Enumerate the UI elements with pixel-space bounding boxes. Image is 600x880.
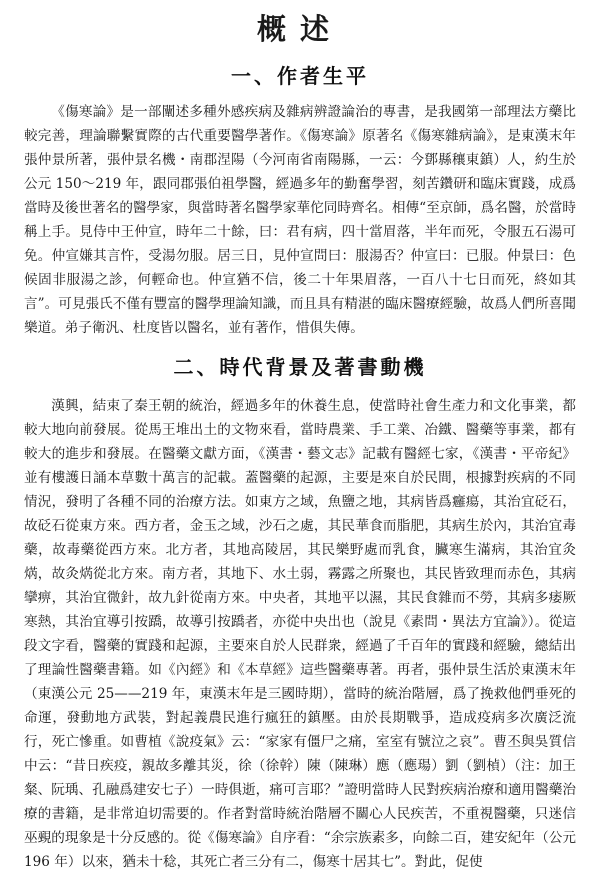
paragraph-author-biography: 《傷寒論》是一部闡述多種外感疾病及雜病辨證論治的專書，是我國第一部理法方藥比較完善，理論聯繫實際的古代重要醫學著作。《傷寒論》原著名《傷寒雜病論》，是東漢末年張仲景所著，張仲景名機・南郡涅陽（今河南省南陽縣，一云：今鄧縣穰東鎮）人，約生於公元 150～219 年，跟同郡張伯祖學醫，經過多年的勤奮學習，刻苦鑽研和臨床實踐，成爲當時及後世著名的醫學家，與當時著名醫學家華佗同時齊名。相傳“至京師，爲名醫，於當時稱上手。見侍中王仲宣，時年二十餘，曰：君有病，四十當眉落，半年而死，令服五石湯可免。仲宣嫌其言忤，受湯勿服。居三日，見仲宣問曰：服湯否？仲宣曰：已服。仲景曰：色候固非服湯之診，何輕命也。仲宣猶不信，後二十年果眉落，一百八十七日而死，終如其言”。可見張氏不僅有豐富的醫學理論知識，而且具有精湛的臨床醫療經驗，故爲人們所喜聞樂道。弟子衛汎、杜度皆以醫名，並有著作，惜俱失傳。 — [24, 104, 576, 336]
paragraph-historical-background: 漢興，結束了秦王朝的統治，經過多年的休養生息，使當時社會生產力和文化事業，都較大地向前發展。從馬王堆出土的文物來看，當時農業、手工業、冶鐵、醫藥等事業，都有較大的進步和發展。在醫藥文獻方面，《漢書・藝文志》記載有醫經七家，《漢書・平帝紀》並有樓護日誦本草數十萬言的記載。蓋醫藥的起源，主要是來自於民間，根據對疾病的不同情況，發明了各種不同的治療方法。如東方之域，魚鹽之地，其病皆爲癰瘍，其治宜砭石，故砭石從東方來。西方者，金玉之域，沙石之處，其民華食而脂肥，其病生於內，其治宜毒藥，故毒藥從西方來。北方者，其地高陵居，其民樂野處而乳食，臟寒生滿病，其治宜灸焫，故灸焫從北方來。南方者，其地下、水土弱，霧露之所聚也，其民皆致理而赤色，其病攣痹，其治宜微針，故九針從南方來。中央者，其地平以濕，其民食雜而不勞，其病多痿厥寒熱，其治宜導引按蹻，故導引按蹻者，亦從中央出也（說見《素問・異法方宜論》）。從這段文字看，醫藥的實踐和起源，主要來自於人民群衆，經過了千百年的實踐和經驗，總結出了理論性醫藥書籍。如《內經》和《本草經》這些醫藥專著。再者，張仲景生活於東漢末年（東漢公元 25——219 年，東漢末年是三國時期），當時的統治階層，爲了挽救他們垂死的命運，發動地方武裝，對起義農民進行瘋狂的鎮壓。由於長期戰爭，造成疫病多次廣泛流行，死亡慘重。如曹植《說疫氣》云：“家家有僵尸之痛，室室有號泣之哀”。曹丕與吳質信中云：“昔日疾疫，親故多離其災，徐（徐幹）陳（陳琳）應（應瑒）劉（劉楨）（注：加王粲、阮瑀、孔融爲建安七子）一時俱逝，痛可言耶？”證明當時人民對疾病治療和適用醫藥治療的書籍，是非常迫切需要的。作者對當時統治階層不關心人民疾苦，不重視醫藥，只迷信巫覡的現象是十分反感的。從《傷寒論》自序看：“余宗族素多，向餘二百，建安紀年（公元 196 年）以來，猶未十稔，其死亡者三分有二，傷寒十居其七”。對此，促使 — [24, 398, 576, 870]
section-heading-author-biography: 一、作者生平 — [231, 64, 369, 88]
section-heading-historical-background: 二、時代背景及著書動機 — [173, 355, 427, 379]
page-title: 概述 — [256, 12, 343, 46]
